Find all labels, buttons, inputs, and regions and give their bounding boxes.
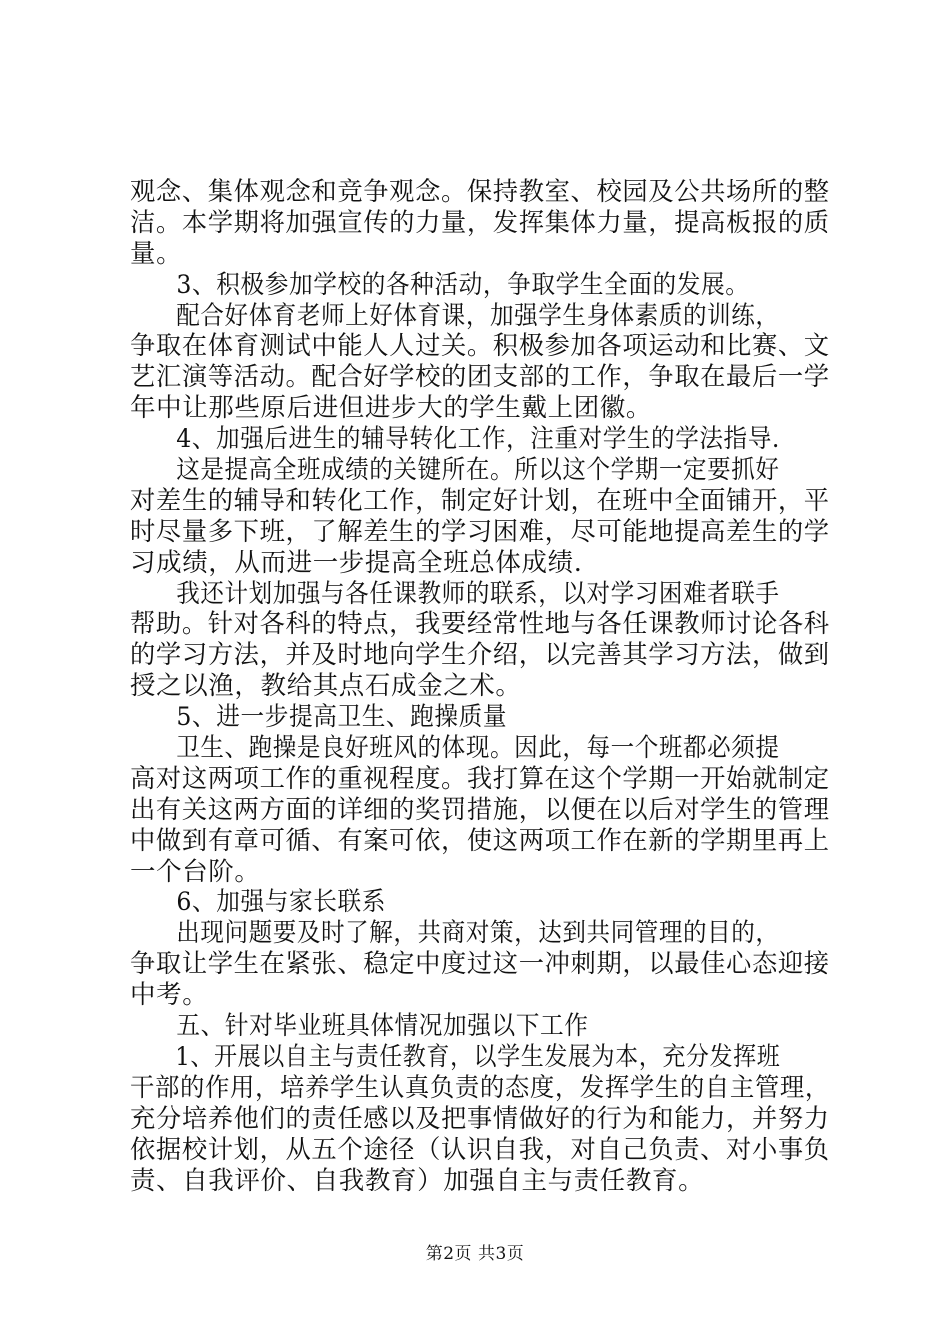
- text-line: 洁。本学期将加强宣传的力量，发挥集体力量，提高板报的质: [130, 207, 830, 238]
- text-line: 中做到有章可循、有案可依，使这两项工作在新的学期里再上: [130, 825, 830, 856]
- text-line: 帮助。针对各科的特点，我要经常性地与各任课教师讨论各科: [130, 609, 830, 640]
- text-line: 五、针对毕业班具体情况加强以下工作: [176, 1011, 589, 1042]
- text-line: 授之以渔，教给其点石成金之术。: [130, 671, 522, 702]
- text-line: 1、开展以自主与责任教育，以学生发展为本，充分发挥班: [175, 1041, 781, 1072]
- text-line: 量。: [130, 238, 183, 269]
- text-line: 高对这两项工作的重视程度。我打算在这个学期一开始就制定: [130, 763, 830, 794]
- text-line: 争取在体育测试中能人人过关。积极参加各项运动和比赛、文: [130, 331, 830, 362]
- text-line: 5、进一步提高卫生、跑操质量: [176, 702, 508, 733]
- text-line: 这是提高全班成绩的关键所在。所以这个学期一定要抓好: [176, 455, 780, 486]
- text-line: 出有关这两方面的详细的奖罚措施，以便在以后对学生的管理: [130, 794, 830, 825]
- text-line: 艺汇演等活动。配合好学校的团支部的工作，争取在最后一学: [130, 362, 830, 393]
- text-line: 观念、集体观念和竞争观念。保持教室、校园及公共场所的整: [130, 177, 830, 207]
- text-line: 年中让那些原后进但进步大的学生戴上团徽。: [130, 393, 653, 424]
- text-line: 6、加强与家长联系: [176, 887, 386, 918]
- text-line: 卫生、跑操是良好班风的体现。因此，每一个班都必须提: [176, 733, 780, 764]
- document-body: [130, 177, 830, 1196]
- text-line: 争取让学生在紧张、稳定中度过这一冲刺期，以最佳心态迎接: [130, 949, 830, 980]
- text-line: 出现问题要及时了解，共商对策，达到共同管理的目的，: [176, 918, 780, 949]
- text-line: 一个台阶。: [130, 856, 261, 887]
- text-line: 中考。: [130, 980, 209, 1011]
- text-line: 干部的作用，培养学生认真负责的态度，发挥学生的自主管理，: [130, 1072, 830, 1103]
- text-line: 我还计划加强与各任课教师的联系，以对学习困难者联手: [176, 578, 780, 609]
- text-line: 充分培养他们的责任感以及把事情做好的行为和能力，并努力: [130, 1103, 830, 1134]
- text-line: 对差生的辅导和转化工作，制定好计划，在班中全面铺开，平: [130, 485, 830, 516]
- text-line: 3、积极参加学校的各种活动，争取学生全面的发展。: [176, 269, 750, 300]
- text-line: 的学习方法，并及时地向学生介绍，以完善其学习方法，做到: [130, 640, 830, 671]
- text-line: 4、加强后进生的辅导转化工作，注重对学生的学法指导.: [176, 424, 780, 455]
- text-line: 责、自我评价、自我教育）加强自主与责任教育。: [130, 1165, 705, 1196]
- text-line: 配合好体育老师上好体育课，加强学生身体素质的训练，: [176, 300, 780, 331]
- text-line: 依据校计划，从五个途径（认识自我，对自己负责、对小事负: [130, 1134, 830, 1165]
- text-line: 习成绩，从而进一步提高全班总体成绩.: [130, 547, 583, 578]
- text-line: 时尽量多下班，了解差生的学习困难，尽可能地提高差生的学: [130, 516, 830, 547]
- page-number-footer: 第2页 共3页: [425, 1244, 525, 1264]
